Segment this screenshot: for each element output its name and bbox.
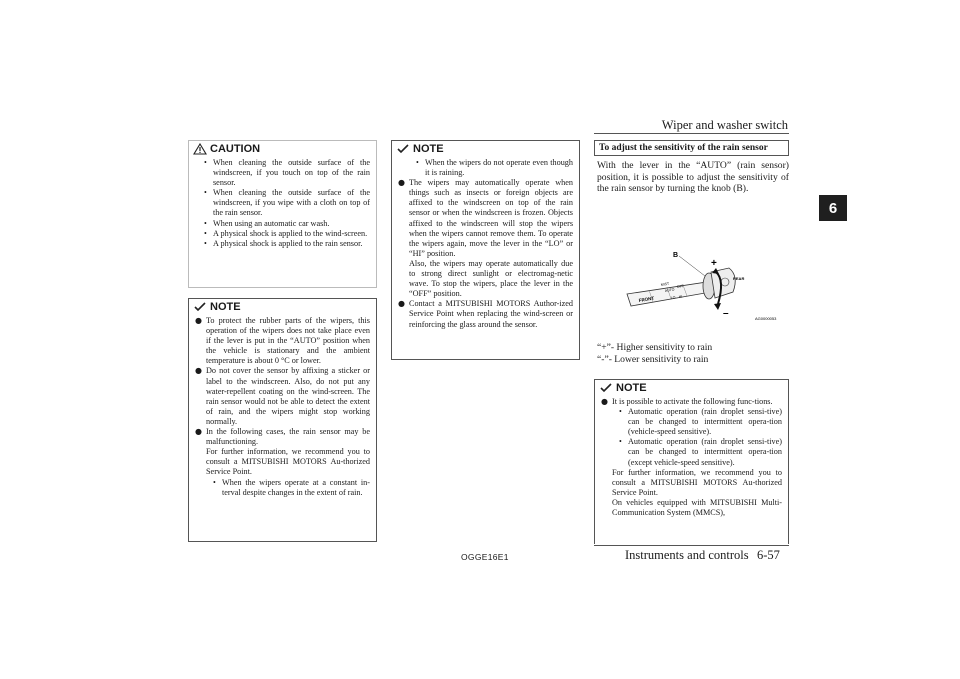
note-box-middle bbox=[391, 140, 580, 360]
section-tab: 6 bbox=[819, 195, 847, 221]
label-lo: LO bbox=[670, 295, 676, 300]
page-header-title: Wiper and washer switch bbox=[661, 118, 788, 132]
header-rule bbox=[594, 133, 789, 134]
legend-plus: “+”- Higher sensitivity to rain bbox=[597, 342, 713, 353]
figure-code: AG0000053 bbox=[755, 316, 777, 321]
label-auto: AUTO bbox=[664, 287, 675, 293]
list-item: ● It is possible to activate the following func-tions. bbox=[601, 397, 773, 406]
paragraph: For further information, we recommend you to consult a MITSUBISHI MOTORS Au-thorized Service Point. bbox=[612, 467, 782, 497]
list-item: • A physical shock is applied to the wind-screen. bbox=[204, 228, 368, 238]
legend bbox=[597, 342, 712, 366]
legend-minus: “-”- Lower sensitivity to rain bbox=[597, 354, 709, 365]
list-item: • When the wipers operate at a constant in-terval despite changes in the extent of rain. bbox=[213, 477, 370, 497]
note-title: NOTE bbox=[210, 300, 241, 313]
label-rear: REAR bbox=[733, 276, 745, 281]
note-box-right bbox=[594, 379, 789, 544]
list-item: • Automatic operation (rain droplet sensi-tive) can be changed to intermittent opera-tion (except vehicle-speed sensitive). bbox=[619, 437, 782, 467]
section-heading: To adjust the sensitivity of the rain sensor bbox=[594, 140, 789, 156]
caution-title-bar bbox=[189, 141, 376, 156]
paragraph: Also, the wipers may operate automatically due to strong direct sunlight or electromag-netic wave. To stop the wipers, place the lever in the “OFF” position. bbox=[409, 258, 573, 299]
paragraph: On vehicles equipped with MITSUBISHI Multi-Communication System (MMCS), bbox=[612, 497, 782, 518]
note-box-left bbox=[188, 298, 377, 542]
list-item: ● In the following cases, the rain sensor may be malfunctioning. bbox=[195, 427, 370, 447]
note-title: NOTE bbox=[413, 142, 444, 155]
note-title-bar bbox=[392, 141, 579, 156]
paragraph: For further information, we recommend you to consult a MITSUBISHI MOTORS Au-thorized Service Point. bbox=[206, 447, 370, 477]
list-item: • When cleaning the outside surface of the windscreen, if you wipe with a cloth on top of the rain sensor. bbox=[204, 188, 370, 218]
warning-triangle-icon bbox=[193, 143, 207, 155]
wiper-lever-figure bbox=[619, 224, 787, 324]
footer-rule bbox=[594, 545, 789, 546]
label-b: B bbox=[673, 252, 679, 259]
note-check-icon bbox=[396, 143, 410, 155]
note-check-icon bbox=[193, 301, 207, 313]
label-plus: + bbox=[711, 258, 717, 269]
label-off: OFF bbox=[676, 283, 685, 289]
note-check-icon bbox=[599, 382, 613, 394]
label-mist: MIST bbox=[660, 281, 670, 287]
wiper-lever-illustration bbox=[619, 224, 787, 324]
label-hi: HI bbox=[678, 294, 683, 299]
caution-title: CAUTION bbox=[210, 142, 261, 155]
list-item: • When the wipers do not operate even though it is raining. bbox=[416, 158, 573, 178]
label-front: FRONT bbox=[638, 295, 655, 303]
caution-box bbox=[188, 140, 377, 288]
list-item: ● Do not cover the sensor by affixing a sticker or label to the windscreen. Also, do not put any water-repellent coating on the wind-screen. The rain sensor would not be able to detect the extent of rain, and the wipers might stop working normally. bbox=[195, 366, 370, 426]
list-item: • A physical shock is applied to the rain sensor. bbox=[204, 238, 363, 248]
document-code: OGGE16E1 bbox=[461, 552, 509, 562]
label-minus: – bbox=[723, 308, 729, 319]
note-title-bar bbox=[595, 380, 788, 395]
list-item: • Automatic operation (rain droplet sensi-tive) can be changed to intermittent opera-tion (vehicle-speed sensitive). bbox=[619, 407, 782, 437]
list-item: • When cleaning the outside surface of the windscreen, if you touch on top of the rain sensor. bbox=[204, 158, 370, 188]
list-item: ● Contact a MITSUBISHI MOTORS Author-ized Service Point when replacing the wind-screen or reinforcing the glass around the sensor. bbox=[398, 299, 573, 329]
list-item: ● The wipers may automatically operate when things such as insects or foreign objects are affixed to the windscreen on top of the rain sensor or when the windscreen is frozen. Objects affixed to the windscreen will stop the wipers when the wipers cannot remove them. To operate the wipers again, move the lever in the “LO” or “HI” position. bbox=[398, 178, 573, 258]
list-item: ● To protect the rubber parts of the wipers, this operation of the wipers does not take place even if the lever is put in the “AUTO” position when the vehicle is stationary and the ambient temperature is about 0 °C or lower. bbox=[195, 316, 370, 366]
note-title: NOTE bbox=[616, 381, 647, 394]
page-number: 6-57 bbox=[757, 548, 780, 562]
note-title-bar bbox=[189, 299, 376, 314]
list-item: • When using an automatic car wash. bbox=[204, 218, 330, 228]
footer-section-title: Instruments and controls bbox=[625, 548, 749, 562]
intro-paragraph: With the lever in the “AUTO” (rain sensor) position, it is possible to adjust the sensitivity of the rain sensor by turning the knob (B). bbox=[597, 160, 789, 195]
